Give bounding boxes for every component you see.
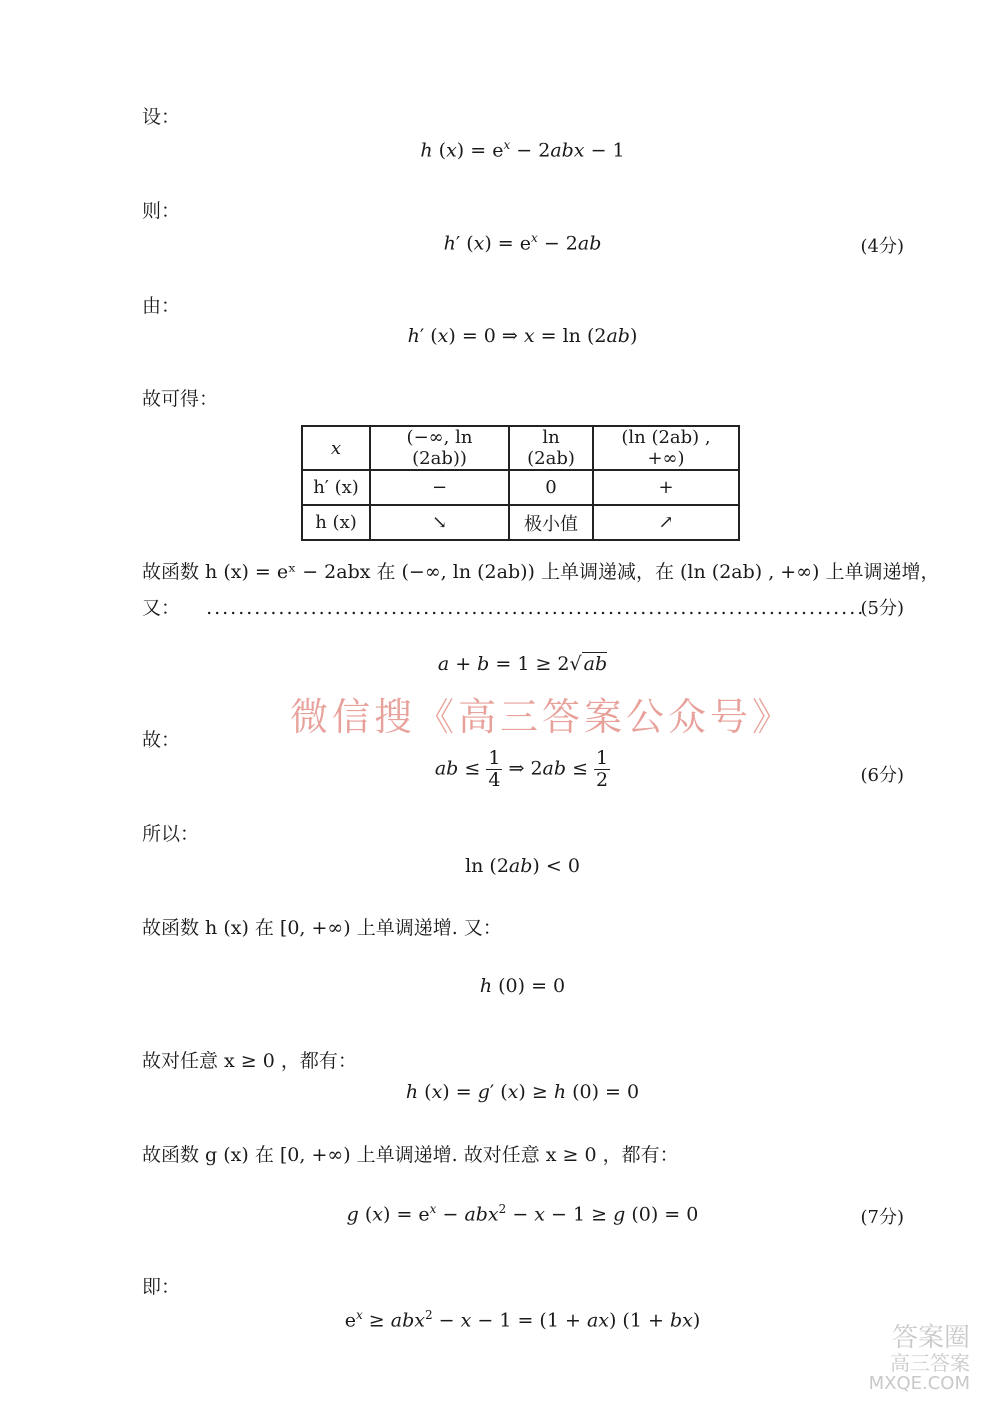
dot-leader: .................................................................................. xyxy=(206,597,866,619)
formula-g-inequality: g $(x) = e^x - abx^2 - x - 1 \ge g$ (0) = 0 xyxy=(346,1202,699,1226)
formula-h-def: h $(x) = e^x - 2abx - 1$ xyxy=(420,138,625,162)
score-4: (4分) xyxy=(860,236,904,257)
label-namely: 即： xyxy=(142,1276,181,1298)
table-cell: x xyxy=(302,426,370,470)
variation-table xyxy=(301,425,740,541)
formula-critical-point: h′ (x) = 0 ⇒ x = ln (2ab) xyxy=(407,325,638,347)
label-so: 所以： xyxy=(142,823,200,845)
label-therefore: 故： xyxy=(142,729,181,751)
forall-statement-1: 故对任意 x ≥ 0 ，都有： xyxy=(142,1050,357,1072)
label-from: 由： xyxy=(142,295,181,317)
table-cell: 极小值 xyxy=(509,505,593,540)
formula-am-gm: a + b = 1 ≥ 2√ ab xyxy=(437,653,608,675)
score-7: (7分) xyxy=(860,1207,904,1228)
formula-h-zero: h (0) = 0 xyxy=(479,975,566,997)
corner-logo: 答案圈 高三答案 MXQE.COM xyxy=(868,1322,970,1395)
table-cell: − xyxy=(370,470,509,505)
monotonic-statement-2: 故函数 h (x) 在 [0, +∞) 上单调递增. 又： xyxy=(142,917,502,939)
label-set: 设： xyxy=(142,106,181,128)
formula-g-derivative: h (x) = g′ (x) ≥ h (0) = 0 xyxy=(405,1081,640,1103)
table-cell: + xyxy=(593,470,739,505)
table-cell: (−∞, ln (2ab)) xyxy=(370,426,509,470)
formula-ab-bound: ab ≤ $\frac{1}{4}$ ⇒ 2ab ≤ $\frac{1}{2}$ xyxy=(434,747,609,791)
label-then: 则： xyxy=(142,200,181,222)
label-also: 又： .................................................................................. xyxy=(142,597,866,619)
watermark-text: 微信搜《高三答案公众号》 xyxy=(290,695,795,739)
table-cell: h (x) xyxy=(302,505,370,540)
table-cell: h′ (x) xyxy=(302,470,370,505)
table-cell: ↘ xyxy=(370,505,509,540)
label-thus-obtain: 故可得： xyxy=(142,388,219,410)
table-cell: ↗ xyxy=(593,505,739,540)
table-cell: ln (2ab) xyxy=(509,426,593,470)
score-5: (5分) xyxy=(860,598,904,619)
monotonic-statement-3: 故函数 g (x) 在 [0, +∞) 上单调递增. 故对任意 x ≥ 0 ，都有： xyxy=(142,1144,679,1166)
score-6: (6分) xyxy=(860,765,904,786)
table-cell: (ln (2ab) , +∞) xyxy=(593,426,739,470)
formula-ln-negative: ln (2ab) < 0 xyxy=(465,855,580,877)
table-cell: 0 xyxy=(509,470,593,505)
formula-h-derivative: h′ $(x) = e^x - 2ab$ xyxy=(443,231,602,255)
monotonic-statement-1: 故函数 h (x) = eˣ − 2abx 在 (−∞, ln (2ab)) 上单调递减，在 (ln (2ab) , +∞) 上单调递增， xyxy=(142,561,940,583)
formula-final: $e^x \ge abx^2 - x - 1 = (1 + ax) (1 + bx)$ xyxy=(344,1308,701,1332)
